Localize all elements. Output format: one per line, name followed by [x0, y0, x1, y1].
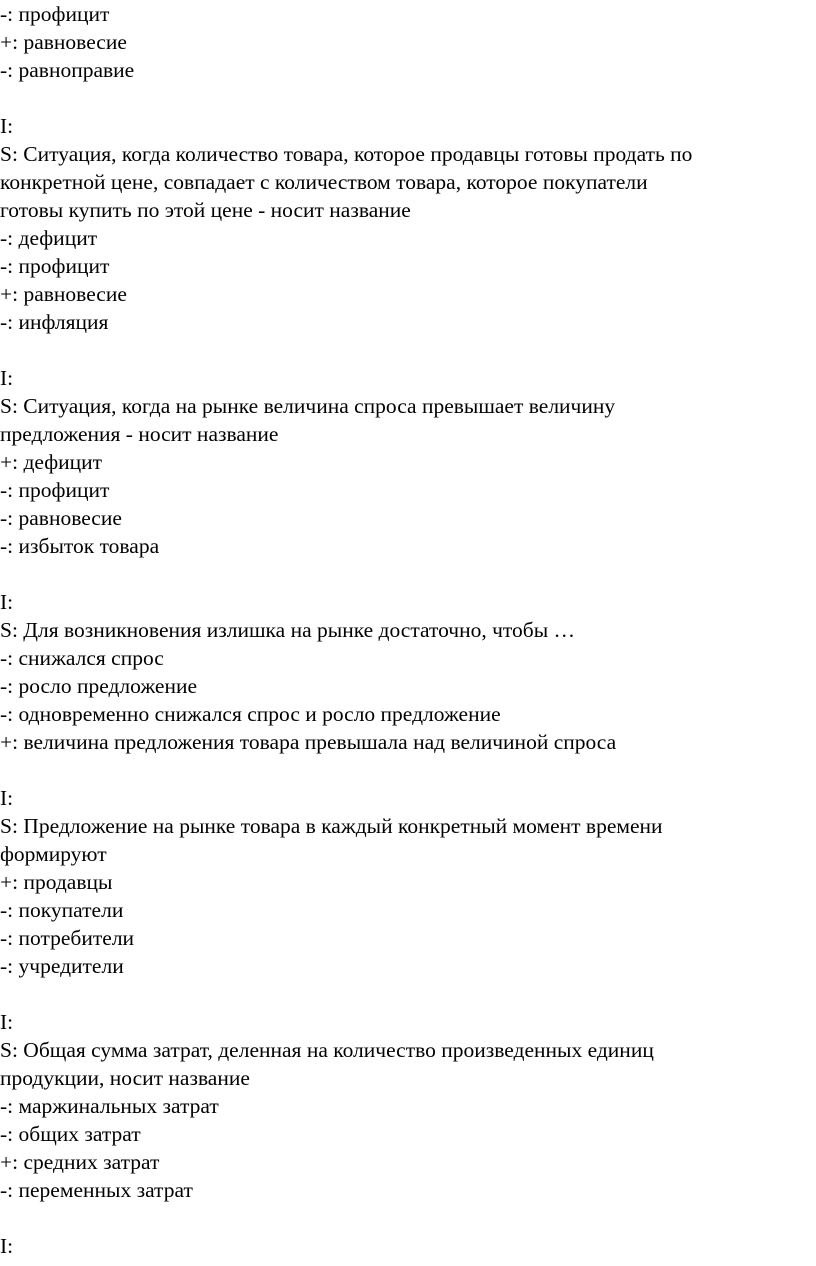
question-marker: I:: [0, 590, 14, 614]
answer-option: -: избыток товара: [0, 534, 160, 558]
question-marker: I:: [0, 114, 14, 138]
answer-option: -: росло предложение: [0, 674, 198, 698]
question-marker: I:: [0, 1010, 14, 1034]
question-block: [0, 588, 816, 756]
spacer: [0, 84, 816, 112]
question-block-start: [0, 1232, 816, 1260]
spacer: [0, 560, 816, 588]
question-stem: формируют: [0, 842, 107, 866]
question-stem: S: Предложение на рынке товара в каждый конкретный момент времени: [0, 814, 663, 838]
answer-option: -: снижался спрос: [0, 646, 164, 670]
answer-option: -: профицит: [0, 2, 110, 26]
question-marker: I:: [0, 786, 14, 810]
question-marker: I:: [0, 1234, 14, 1258]
answer-option-correct: +: средних затрат: [0, 1150, 160, 1174]
answer-option: -: равноправие: [0, 58, 135, 82]
question-stem: S: Для возникновения излишка на рынке достаточно, чтобы …: [0, 618, 576, 642]
question-stem: конкретной цене, совпадает с количеством товара, которое покупатели: [0, 170, 648, 194]
answer-option: -: учредители: [0, 954, 124, 978]
question-stem: S: Ситуация, когда количество товара, которое продавцы готовы продать по: [0, 142, 693, 166]
question-block: [0, 364, 816, 560]
spacer: [0, 336, 816, 364]
answer-option: -: дефицит: [0, 226, 98, 250]
question-stem: S: Ситуация, когда на рынке величина спроса превышает величину: [0, 394, 616, 418]
answer-option: -: маржинальных затрат: [0, 1094, 219, 1118]
question-block: [0, 112, 816, 336]
answer-option-correct: +: продавцы: [0, 870, 113, 894]
question-block: [0, 784, 816, 980]
answer-option: -: равновесие: [0, 506, 122, 530]
answer-option: -: покупатели: [0, 898, 124, 922]
answer-option: -: потребители: [0, 926, 135, 950]
answer-option: -: одновременно снижался спрос и росло предложение: [0, 702, 501, 726]
question-block: [0, 1008, 816, 1204]
answer-option: -: профицит: [0, 478, 110, 502]
spacer: [0, 1204, 816, 1232]
spacer: [0, 980, 816, 1008]
question-stem: предложения - носит название: [0, 422, 279, 446]
question-stem: продукции, носит название: [0, 1066, 250, 1090]
question-stem: готовы купить по этой цене - носит название: [0, 198, 411, 222]
answer-option: -: переменных затрат: [0, 1178, 193, 1202]
answer-option-correct: +: величина предложения товара превышала над величиной спроса: [0, 730, 617, 754]
answer-option-correct: +: дефицит: [0, 450, 103, 474]
question-marker: I:: [0, 366, 14, 390]
answer-option: -: профицит: [0, 254, 110, 278]
answer-option: -: инфляция: [0, 310, 109, 334]
question-stem: S: Общая сумма затрат, деленная на количество произведенных единиц: [0, 1038, 654, 1062]
answer-option-correct: +: равновесие: [0, 30, 127, 54]
spacer: [0, 756, 816, 784]
question-block-tail: [0, 0, 816, 84]
answer-option: -: общих затрат: [0, 1122, 141, 1146]
answer-option-correct: +: равновесие: [0, 282, 127, 306]
